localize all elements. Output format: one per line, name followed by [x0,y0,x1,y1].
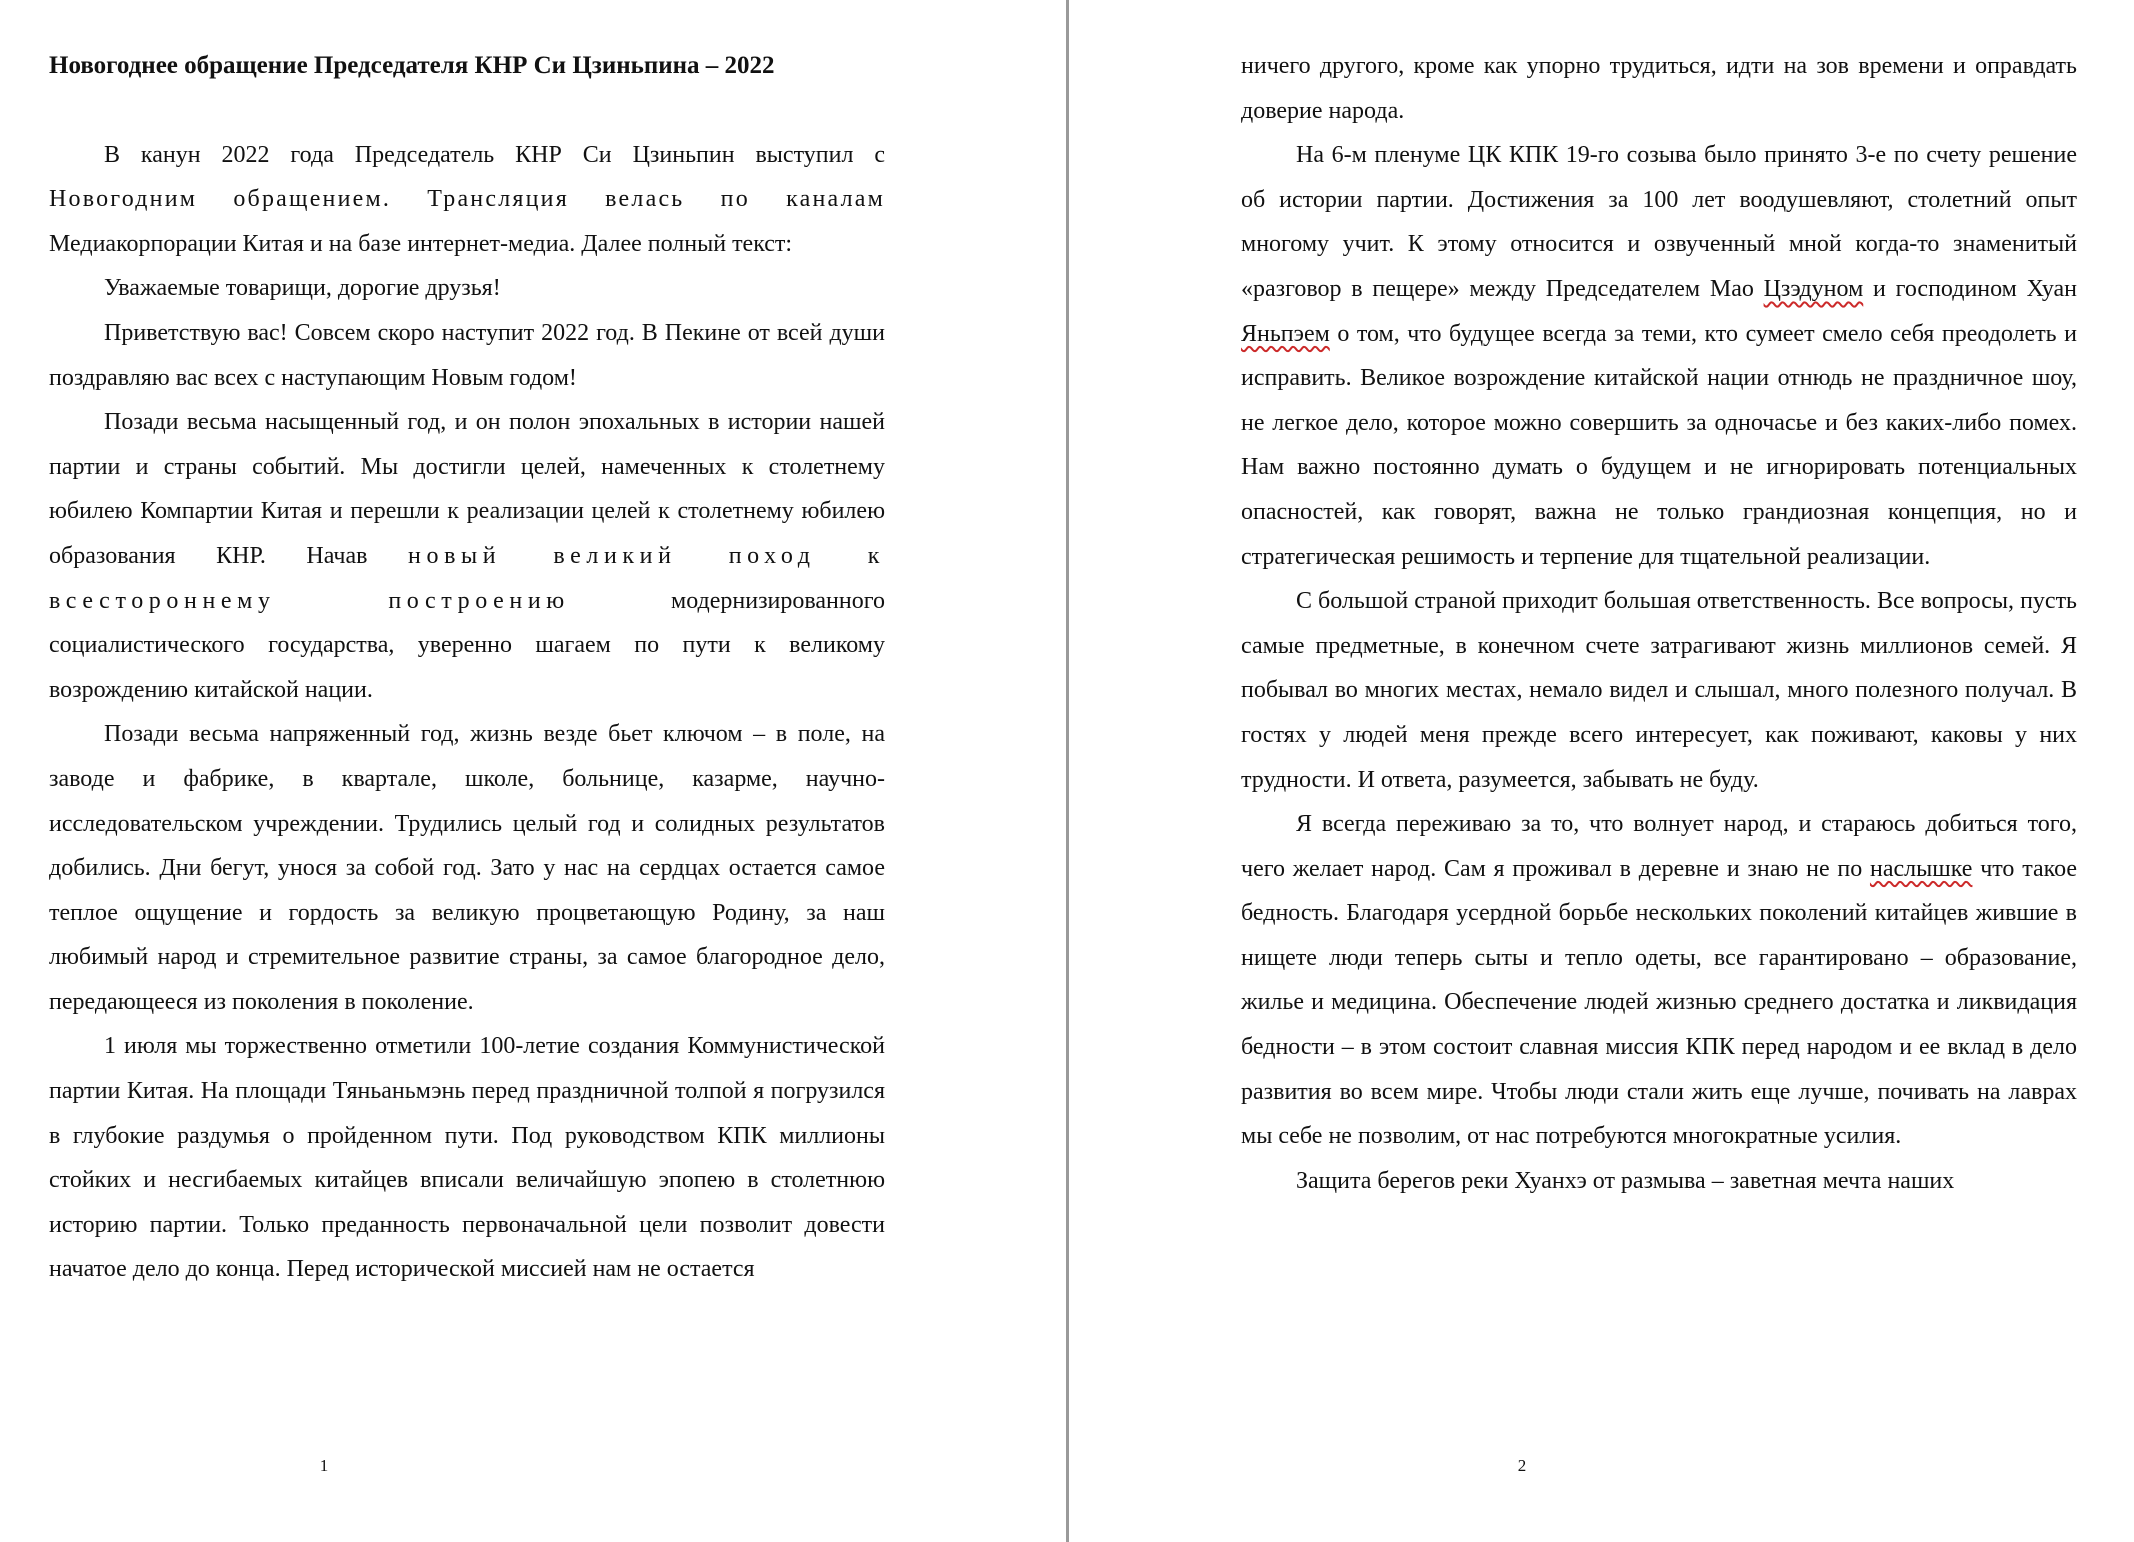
spellcheck-word-naslyshke: наслышке [1869,855,1973,882]
responsibility-paragraph: С большой страной приходит большая ответственность. Все вопросы, пусть самые предметные, в конечном счете затрагивают жизнь миллионов семей. Я побывал во многих местах, немало видел и слышал, много полезного получал. В гостях у людей меня прежде всего интересует, как поживают, каковы у них трудности. И ответа, разумеется, забывать не буду. [1241,588,2077,793]
people-text-2: что такое бедность. Благодаря усердной борьбе нескольких поколений китайцев жившие в нищете люди теперь сыты и тепло одеты, все гарантировано – образование, жилье и медицина. Обеспечение людей жизнью среднего достатка и ликвидация бедности – в этом состоит славная миссия КПК перед народом и ее вклад в дело развития во всем мире. Чтобы люди стали жить еще лучше, почивать на лаврах мы себе не позволим, от нас потребуются многократные усилия. [1241,855,2078,1150]
centenary-paragraph: 1 июля мы торжественно отметили 100-летие создания Коммунистической партии Китая. На площади Тяньаньмэнь перед праздничной толпой я погрузился в глубокие раздумья о пройденном пути. Под руководством КПК миллионы стойких и несгибаемых китайцев вписали величайшую эпопею в столетнюю историю партии. Только преданность первоначальной цели позволит довести начатое дело до конца. Перед исторической миссией нам не остается [49,1033,885,1283]
document-title: Новогоднее обращение Председателя КНР Си Цзиньпина – 2022 [49,52,775,79]
yellow-river-paragraph: Защита берегов реки Хуанхэ от размыва – заветная мечта наших [1296,1167,1955,1194]
plenum-text-1: На 6-м пленуме ЦК КПК 19-го созыва было принято 3-е по счету решение об истории партии. Достижения за 100 лет воодушевляют, столетний опыт многому учит. К этому относится и озвученный мной когда-то знаменитый «разговор в пещере» между Председателем Мао [1241,142,2077,302]
greeting-paragraph: Уважаемые товарищи, дорогие друзья! [104,275,501,302]
year-summary-text-1: Позади весьма насыщенный год, и он полон эпохальных в истории нашей партии и страны событий. Мы достигли целей, намеченных к столетнему юбилею Компартии Китая и перешли к реализации целей к столетнему юбилею образования КНР. Начав [49,409,885,569]
intro-paragraph [49,133,885,267]
year-summary-text-2: новый великий поход к всестороннему построению [49,542,885,614]
spellcheck-word-huang: Яньпэем [1241,320,1330,347]
page-2 [1069,0,2134,1542]
continued-paragraph: ничего другого, кроме как упорно трудиться, идти на зов времени и оправдать доверие народа. [1241,53,2077,124]
intro-rest: Медиакорпорации Китая и на базе интернет-медиа. Далее полный текст: [49,230,793,257]
plenum-text-2: и господином Хуан [1873,275,2078,302]
page-2-content [1241,44,2077,1203]
intro-line-2: Новогодним обращением. Трансляция велась по каналам [49,186,885,213]
year-summary-text-3: модернизированного социалистического государства, уверенно шагаем по пути к великому возрождению китайской нации. [49,587,885,703]
welcome-paragraph: Приветствую вас! Совсем скоро наступит 2022 год. В Пекине от всей души поздравляю вас всех с наступающим Новым годом! [49,319,885,391]
year-summary-paragraph [49,400,885,712]
page-number-1: 1 [319,1456,329,1475]
people-text-1: Я всегда переживаю за то, что волнует народ, и стараюсь добиться того, чего желает народ. Сам я проживал в деревне и знаю не по [1241,811,2077,882]
intro-line-1: В канун 2022 года Председатель КНР Си Цзиньпин выступил с [104,141,885,168]
people-paragraph [1241,802,2077,1159]
plenum-paragraph [1241,133,2077,579]
plenum-text-3: о том, что будущее всегда за теми, кто сумеет смело себя преодолеть и исправить. Великое возрождение китайской нации отнюдь не праздничное шоу, не легкое дело, которое можно совершить за одночасье и без каких-либо помех. Нам важно постоянно думать о будущем и не игнорировать потенциальных опасностей, как говорят, важна не только грандиозная концепция, но и стратегическая решимость и терпение для тщательной реализации. [1241,320,2078,570]
spellcheck-word-mao: Цзэдуном [1763,275,1864,302]
page-number-2: 2 [1517,1456,1527,1475]
tense-year-paragraph: Позади весьма напряженный год, жизнь везде бьет ключом – в поле, на заводе и фабрике, в квартале, школе, больнице, казарме, научно-исследовательском учреждении. Трудились целый год и солидных результатов добились. Дни бегут, унося за собой год. Зато у нас на сердцах остается самое теплое ощущение и гордость за великую процветающую Родину, за наш любимый народ и стремительное развитие страны, за самое благородное дело, передающееся из поколения в поколение. [49,721,885,1015]
page-1-content [49,44,885,1292]
